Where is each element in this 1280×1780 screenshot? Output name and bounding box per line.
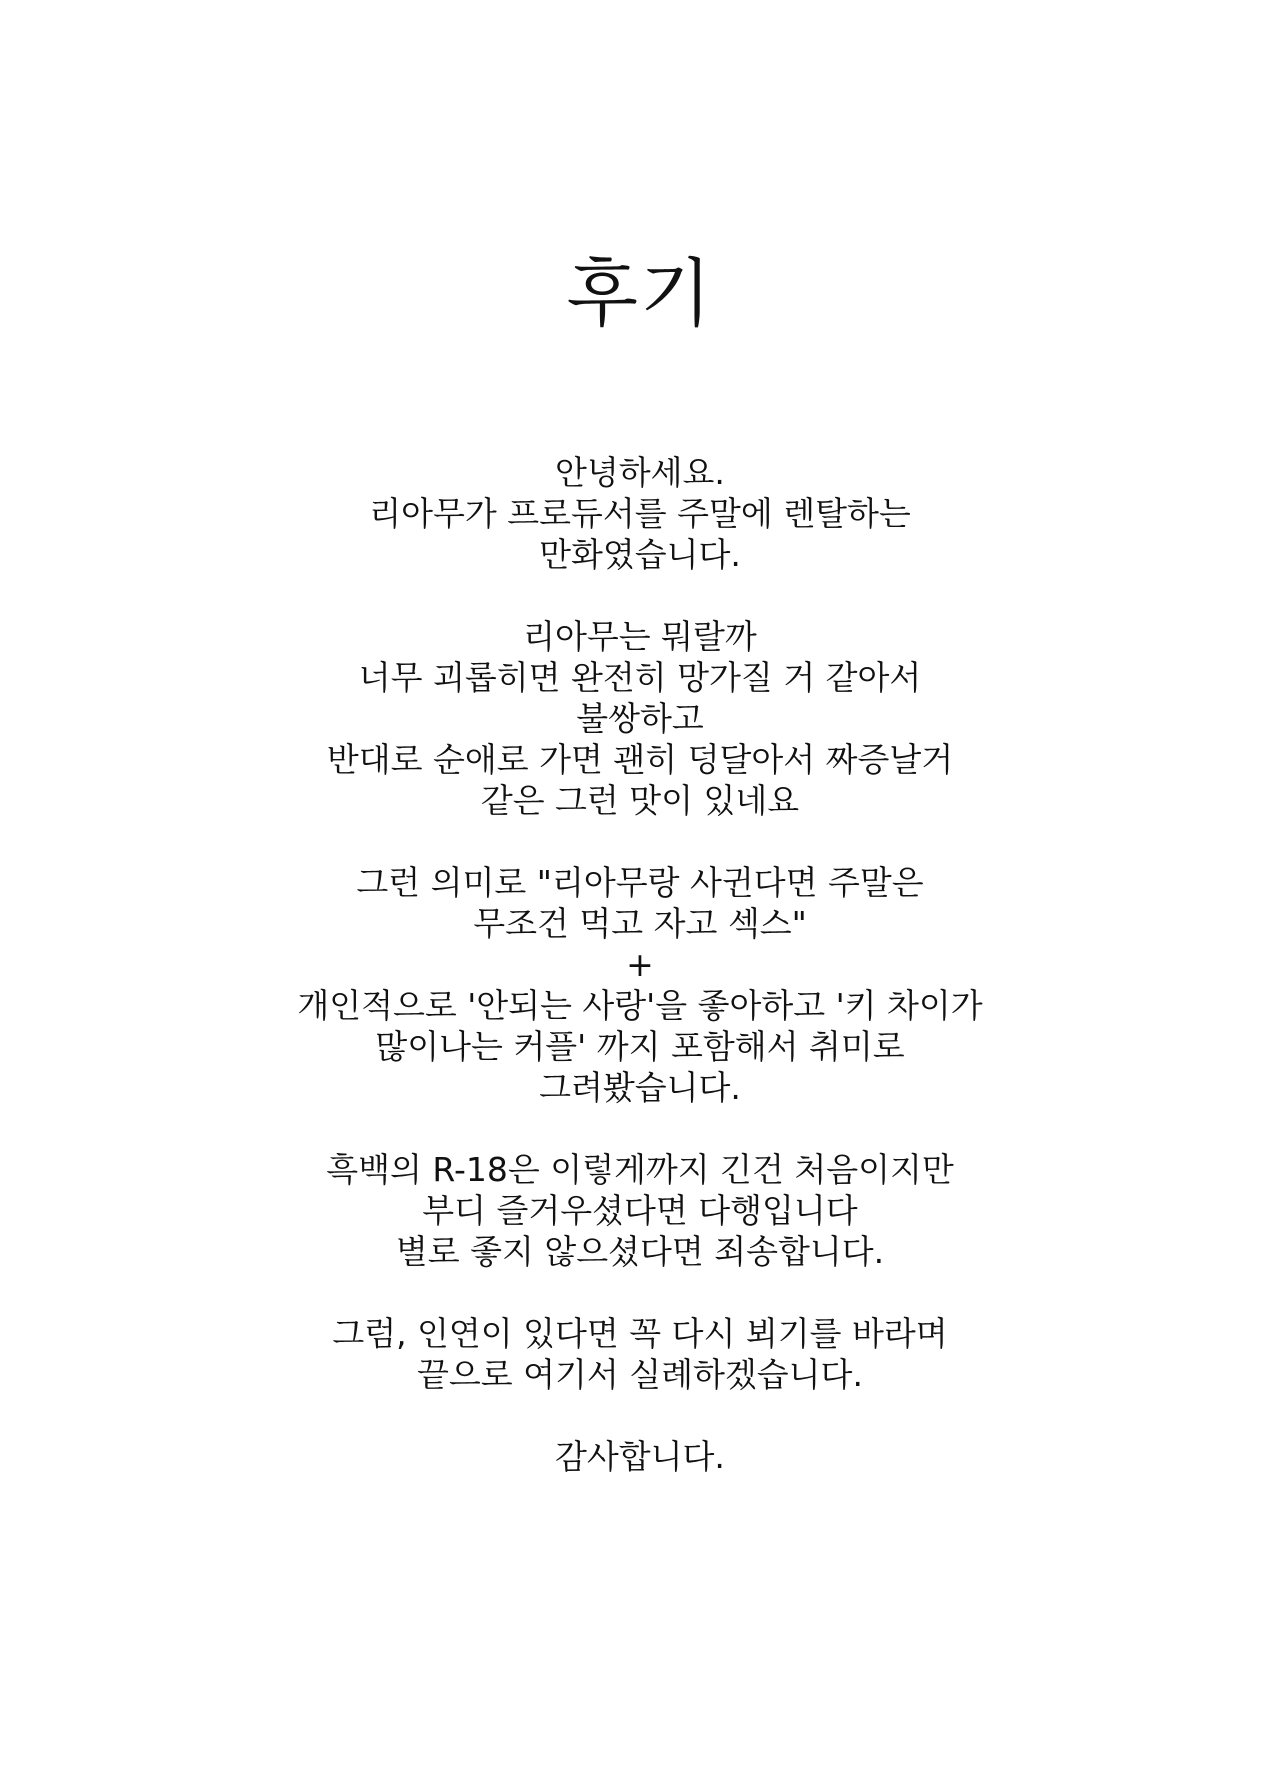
text-line: 끝으로 여기서 실례하겠습니다. xyxy=(417,1355,863,1394)
text-line: 감사합니다. xyxy=(555,1437,725,1476)
plus-sign: + xyxy=(626,945,654,984)
paragraph-motivation xyxy=(0,862,1280,1108)
paragraph-riamu-impression xyxy=(0,616,1280,821)
paragraph-apology xyxy=(0,1149,1280,1272)
text-line: 그려봤습니다. xyxy=(539,1068,741,1107)
paragraph-thanks xyxy=(0,1436,1280,1477)
text-line: 개인적으로 '안되는 사랑'을 좋아하고 '키 차이가 xyxy=(297,986,983,1025)
text-line: 많이나는 커플' 까지 포함해서 취미로 xyxy=(375,1027,905,1066)
text-line: 그런 의미로 "리아무랑 사귄다면 주말은 xyxy=(356,863,924,902)
text-line: 너무 괴롭히면 완전히 망가질 거 같아서 xyxy=(358,658,922,697)
text-line: 만화였습니다. xyxy=(539,535,741,574)
text-line: 리아무가 프로듀서를 주말에 렌탈하는 xyxy=(369,494,911,533)
afterword-body xyxy=(0,452,1280,1518)
text-line: 안녕하세요. xyxy=(555,453,725,492)
paragraph-greeting xyxy=(0,452,1280,575)
text-line: 반대로 순애로 가면 괜히 덩달아서 짜증날거 xyxy=(326,740,954,779)
page-title: 후기 xyxy=(566,251,714,337)
text-line: 부디 즐거우셨다면 다행입니다 xyxy=(422,1191,858,1230)
text-line: 같은 그런 맛이 있네요 xyxy=(480,781,800,820)
text-line: 리아무는 뭐랄까 xyxy=(523,617,757,656)
text-line: 불쌍하고 xyxy=(576,699,704,738)
text-line: 별로 좋지 않으셨다면 죄송합니다. xyxy=(395,1232,885,1271)
text-line: 흑백의 R-18은 이렇게까지 긴건 처음이지만 xyxy=(326,1150,954,1189)
paragraph-farewell xyxy=(0,1313,1280,1395)
text-line: 그럼, 인연이 있다면 꼭 다시 뵈기를 바라며 xyxy=(332,1314,948,1353)
text-line: 무조건 먹고 자고 섹스" xyxy=(473,904,807,943)
